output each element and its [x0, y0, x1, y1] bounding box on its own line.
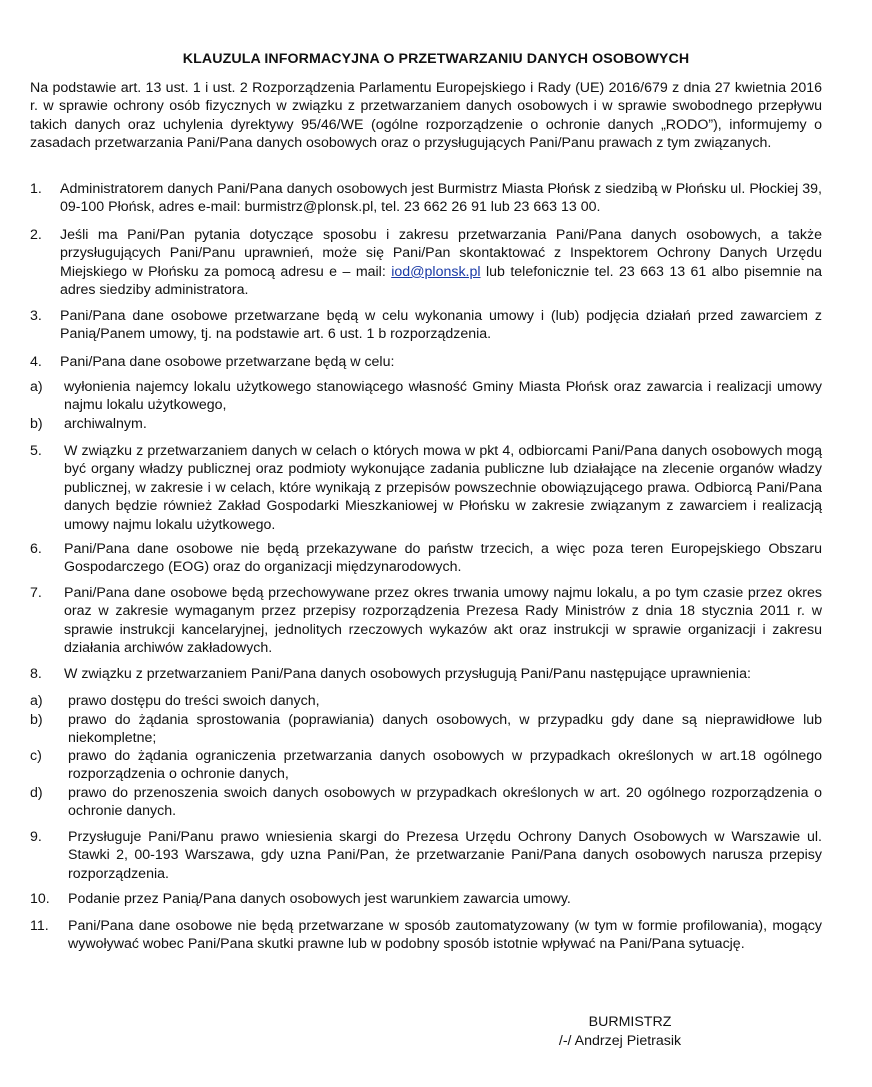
- list-item: [30, 747, 822, 784]
- item-text: Pani/Pana dane osobowe nie będą przekazywane do państw trzecich, a więc poza teren Europejskiego Obszaru Gospodarczego (EOG) oraz do organizacji międzynarodowych.: [64, 541, 822, 576]
- item-number: 1.: [30, 181, 42, 197]
- item-text: Pani/Pana dane osobowe nie będą przetwarzane w sposób zautomatyzowany (w tym w formie profilowania), mogący wywoływać wobec Pani/Pana skutki prawne lub w podobny sposób istotnie wpływać na Pani/Pana sytuację.: [68, 918, 822, 953]
- signature-role: BURMISTRZ: [588, 1014, 672, 1030]
- item-letter: b): [30, 712, 43, 728]
- list-item: [30, 442, 822, 534]
- list-item: [30, 692, 822, 710]
- list-item: [30, 890, 822, 908]
- list-item: [30, 180, 822, 217]
- list-item: [30, 828, 822, 883]
- list-item: [30, 415, 822, 433]
- item-text-part: Jeśli ma Pani/Pan pytania dotyczące sposobu i zakresu przetwarzania Pani/Pana danych osobowych, a także przysługujących Pani/Panu uprawnień, może się Pani/Pan skontaktować z Inspektorem Ochrony Danych Urzędu Miejskiego w Płońsku za pomocą adresu e – mail:: [60, 227, 822, 280]
- list-item: [30, 226, 822, 300]
- list-item: [30, 665, 822, 683]
- item-text: prawo dostępu do treści swoich danych,: [68, 693, 320, 709]
- item-text: Pani/Pana dane osobowe przetwarzane będą w celu:: [60, 354, 395, 370]
- item-number: 6.: [30, 541, 42, 557]
- signature-name: /-/ Andrzej Pietrasik: [558, 1033, 682, 1049]
- item-number: 5.: [30, 443, 42, 459]
- list-item: [30, 584, 822, 658]
- item-letter: a): [30, 693, 43, 709]
- item-number: 2.: [30, 227, 42, 243]
- item-text-part: lub telefonicznie tel. 23 663 13 61 albo pisemnie na adres siedziby administratora.: [60, 263, 822, 299]
- item-text: [60, 226, 822, 300]
- intro-paragraph: Na podstawie art. 13 ust. 1 i ust. 2 Rozporządzenia Parlamentu Europejskiego i Rady (UE) 2016/679 z dnia 27 kwietnia 2016 r. w sprawie ochrony osób fizycznych w związku z przetwarzaniem danych osobowych i w sprawie swobodnego przepływu takich danych oraz uchylenia dyrektywy 95/46/WE (ogólne rozporządzenie o ochronie danych „RODO”), informujemy o zasadach przetwarzania Pani/Pana danych osobowych oraz o przysługujących Pani/Panu prawach z tym związanych.: [30, 80, 822, 152]
- item-letter: d): [30, 785, 43, 801]
- email-link[interactable]: iod@plonsk.pl: [391, 263, 481, 280]
- item-text: archiwalnym.: [64, 416, 147, 432]
- item-number: 9.: [30, 829, 42, 845]
- list-item: [30, 784, 822, 821]
- item-text: prawo do żądania sprostowania (poprawiania) danych osobowych, w przypadku gdy dane są nieprawidłowe lub niekompletne;: [68, 712, 822, 747]
- list-item: [30, 711, 822, 748]
- list-item: [30, 307, 822, 344]
- list-item: [30, 540, 822, 577]
- item-text: W związku z przetwarzaniem Pani/Pana danych osobowych przysługują Pani/Panu następujące uprawnienia:: [64, 666, 751, 682]
- item-text: prawo do przenoszenia swoich danych osobowych w przypadkach określonych w art. 20 ogólnego rozporządzenia o ochronie danych.: [68, 785, 822, 820]
- list-item: [30, 353, 822, 371]
- item-text: Przysługuje Pani/Panu prawo wniesienia skargi do Prezesa Urzędu Ochrony Danych Osobowych w Warszawie ul. Stawki 2, 00-193 Warszawa, gdy uzna Pani/Pan, że przetwarzanie Pani/Pana danych osobowych narusza przepisy rozporządzenia.: [68, 829, 822, 882]
- item-text: Podanie przez Panią/Pana danych osobowych jest warunkiem zawarcia umowy.: [68, 891, 571, 907]
- item-letter: a): [30, 379, 43, 395]
- item-number: 10.: [30, 891, 50, 907]
- item-text: Pani/Pana dane osobowe będą przechowywane przez okres trwania umowy najmu lokalu, a po tym czasie przez okres oraz w zakresie wymaganym przez przepisy rozporządzenia Prezesa Rady Ministrów z dnia 18 stycznia 2011 r. w sprawie instrukcji kancelaryjnej, jednolitych rzeczowych wykazów akt oraz instrukcji w sprawie organizacji i zakresu działania archiwów zakładowych.: [64, 585, 822, 657]
- document-title: KLAUZULA INFORMACYJNA O PRZETWARZANIU DANYCH OSOBOWYCH: [182, 51, 690, 67]
- item-letter: c): [30, 748, 42, 764]
- item-number: 4.: [30, 354, 42, 370]
- list-item: [30, 917, 822, 954]
- item-number: 11.: [30, 918, 49, 934]
- item-text: wyłonienia najemcy lokalu użytkowego stanowiącego własność Gminy Miasta Płońsk oraz zawarcia i realizacji umowy najmu lokalu użytkowego,: [64, 379, 822, 414]
- item-text: Pani/Pana dane osobowe przetwarzane będą w celu wykonania umowy i (lub) podjęcia działań przed zawarciem z Panią/Panem umowy, tj. na podstawie art. 6 ust. 1 b rozporządzenia.: [60, 308, 822, 343]
- item-text: W związku z przetwarzaniem danych w celach o których mowa w pkt 4, odbiorcami Pani/Pana danych osobowych mogą być organy władzy publicznej oraz podmioty wykonujące zadania publiczne lub działające na zlecenie organów władzy publicznej, w zakresie i w celach, które wynikają z przepisów powszechnie obowiązującego prawa. Odbiorcą Pani/Pana danych będzie również Zakład Gospodarki Mieszkaniowej w Płońsku w zakresie związanym z zawarciem i realizacją umowy najmu lokalu użytkowego.: [64, 443, 822, 533]
- item-text: prawo do żądania ograniczenia przetwarzania danych osobowych w przypadkach określonych w art.18 ogólnego rozporządzenia o ochronie danych,: [68, 748, 822, 783]
- item-number: 3.: [30, 308, 42, 324]
- item-number: 8.: [30, 666, 42, 682]
- item-text: Administratorem danych Pani/Pana danych osobowych jest Burmistrz Miasta Płońsk z siedzibą w Płońsku ul. Płockiej 39, 09-100 Płońsk, adres e-mail: burmistrz@plonsk.pl, tel. 23 662 26 91 lub 23 663 13 00.: [60, 181, 822, 216]
- list-item: [30, 378, 822, 415]
- item-number: 7.: [30, 585, 42, 601]
- item-letter: b): [30, 416, 43, 432]
